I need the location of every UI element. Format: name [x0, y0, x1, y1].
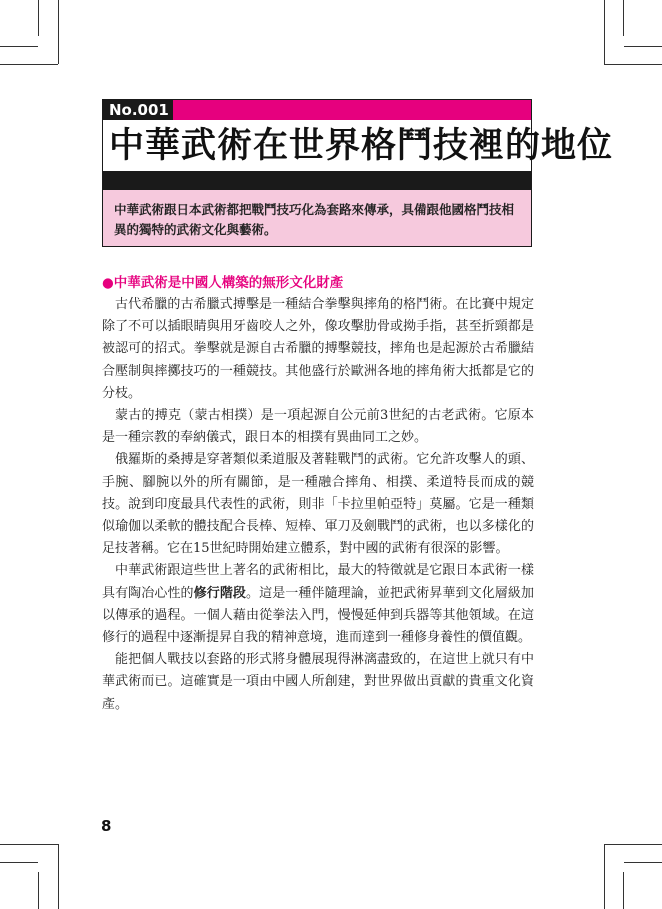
crop-mark — [624, 46, 662, 47]
crop-mark — [604, 844, 662, 845]
crop-mark — [604, 0, 605, 64]
crop-mark — [604, 844, 605, 909]
crop-mark — [38, 872, 39, 909]
chapter-header — [102, 99, 614, 190]
chapter-number: No.001 — [109, 101, 169, 119]
crop-mark — [0, 862, 38, 863]
section-heading-text: 中華武術是中國人構築的無形文化財產 — [113, 275, 344, 291]
paragraph: 古代希臘的古希臘式搏擊是一種結合拳擊與摔角的格鬥術。在比賽中規定除了不可以插眼睛與用牙齒咬人之外，像攻擊肋骨或拗手指，甚至折頸都是被認可的招式。拳擊就是源自古希臘的搏擊競技，摔角也是起源於古希臘結合壓制與摔擲技巧的一種競技。其他盛行於歐洲各地的摔角術大抵都是它的分枝。 — [102, 297, 534, 401]
body-text — [102, 294, 534, 716]
emphasis-term: 修行階段 — [193, 585, 247, 601]
crop-mark — [623, 0, 624, 36]
paragraph-text: 。這是一種伴隨理論，並把武術昇華到文化層級加以傳承的過程。一個人藉由從拳法入門，慢慢延伸到兵器等其他領域。在這修行的過程中逐漸提昇自我的精神意境，進而達到一種修身養性的價值觀。 — [102, 585, 534, 646]
accent-bar — [173, 100, 531, 120]
crop-mark — [0, 64, 58, 65]
crop-mark — [58, 844, 59, 909]
crop-mark — [624, 862, 662, 863]
paragraph: 俄羅斯的桑搏是穿著類似柔道服及著鞋戰鬥的武術。它允許攻擊人的頭、手腕、腳腕以外的所有關節，是一種融合摔角、相撲、柔道特長而成的競技。說到印度最具代表性的武術，則非「卡拉里帕亞特」莫屬。它是一種類似瑜伽以柔軟的體技配合長棒、短棒、軍刀及劍戰鬥的武術，也以多樣化的足技著稱。它在15世紀時開始建立體系，對中國的武術有很深的影響。 — [102, 452, 534, 557]
crop-mark — [0, 46, 38, 47]
paragraph: 蒙古的搏克（蒙古相撲）是一項起源自公元前3世紀的古老武術。它原本是一種宗教的奉納儀式，跟日本的相撲有異曲同工之妙。 — [102, 408, 534, 446]
crop-mark — [58, 0, 59, 64]
crop-mark — [0, 844, 58, 845]
paragraph: 能把個人戰技以套路的形式將身體展現得淋漓盡致的，在這世上就只有中華武術而已。這確實是一項由中國人所創建，對世界做出貢獻的貴重文化資產。 — [102, 652, 534, 712]
paragraph — [102, 560, 534, 649]
page-number: 8 — [101, 817, 112, 835]
crop-mark — [623, 872, 624, 909]
crop-mark — [38, 0, 39, 36]
paragraph-text: 中華武術跟這些世上著名的武術相比，最大的特徵就是它跟日本武術一樣具有陶冶心性的 — [102, 563, 534, 601]
bullet-icon: ● — [102, 275, 114, 291]
chapter-title: 中華武術在世界格鬥技裡的地位 — [109, 126, 614, 166]
chapter-summary: 中華武術跟日本武術都把戰鬥技巧化為套路來傳承，具備跟他國格鬥技相異的獨特的武術文化與藝術。 — [102, 190, 532, 247]
crop-mark — [604, 64, 662, 65]
header-bottom-bar — [103, 171, 531, 189]
section-heading — [102, 274, 343, 292]
